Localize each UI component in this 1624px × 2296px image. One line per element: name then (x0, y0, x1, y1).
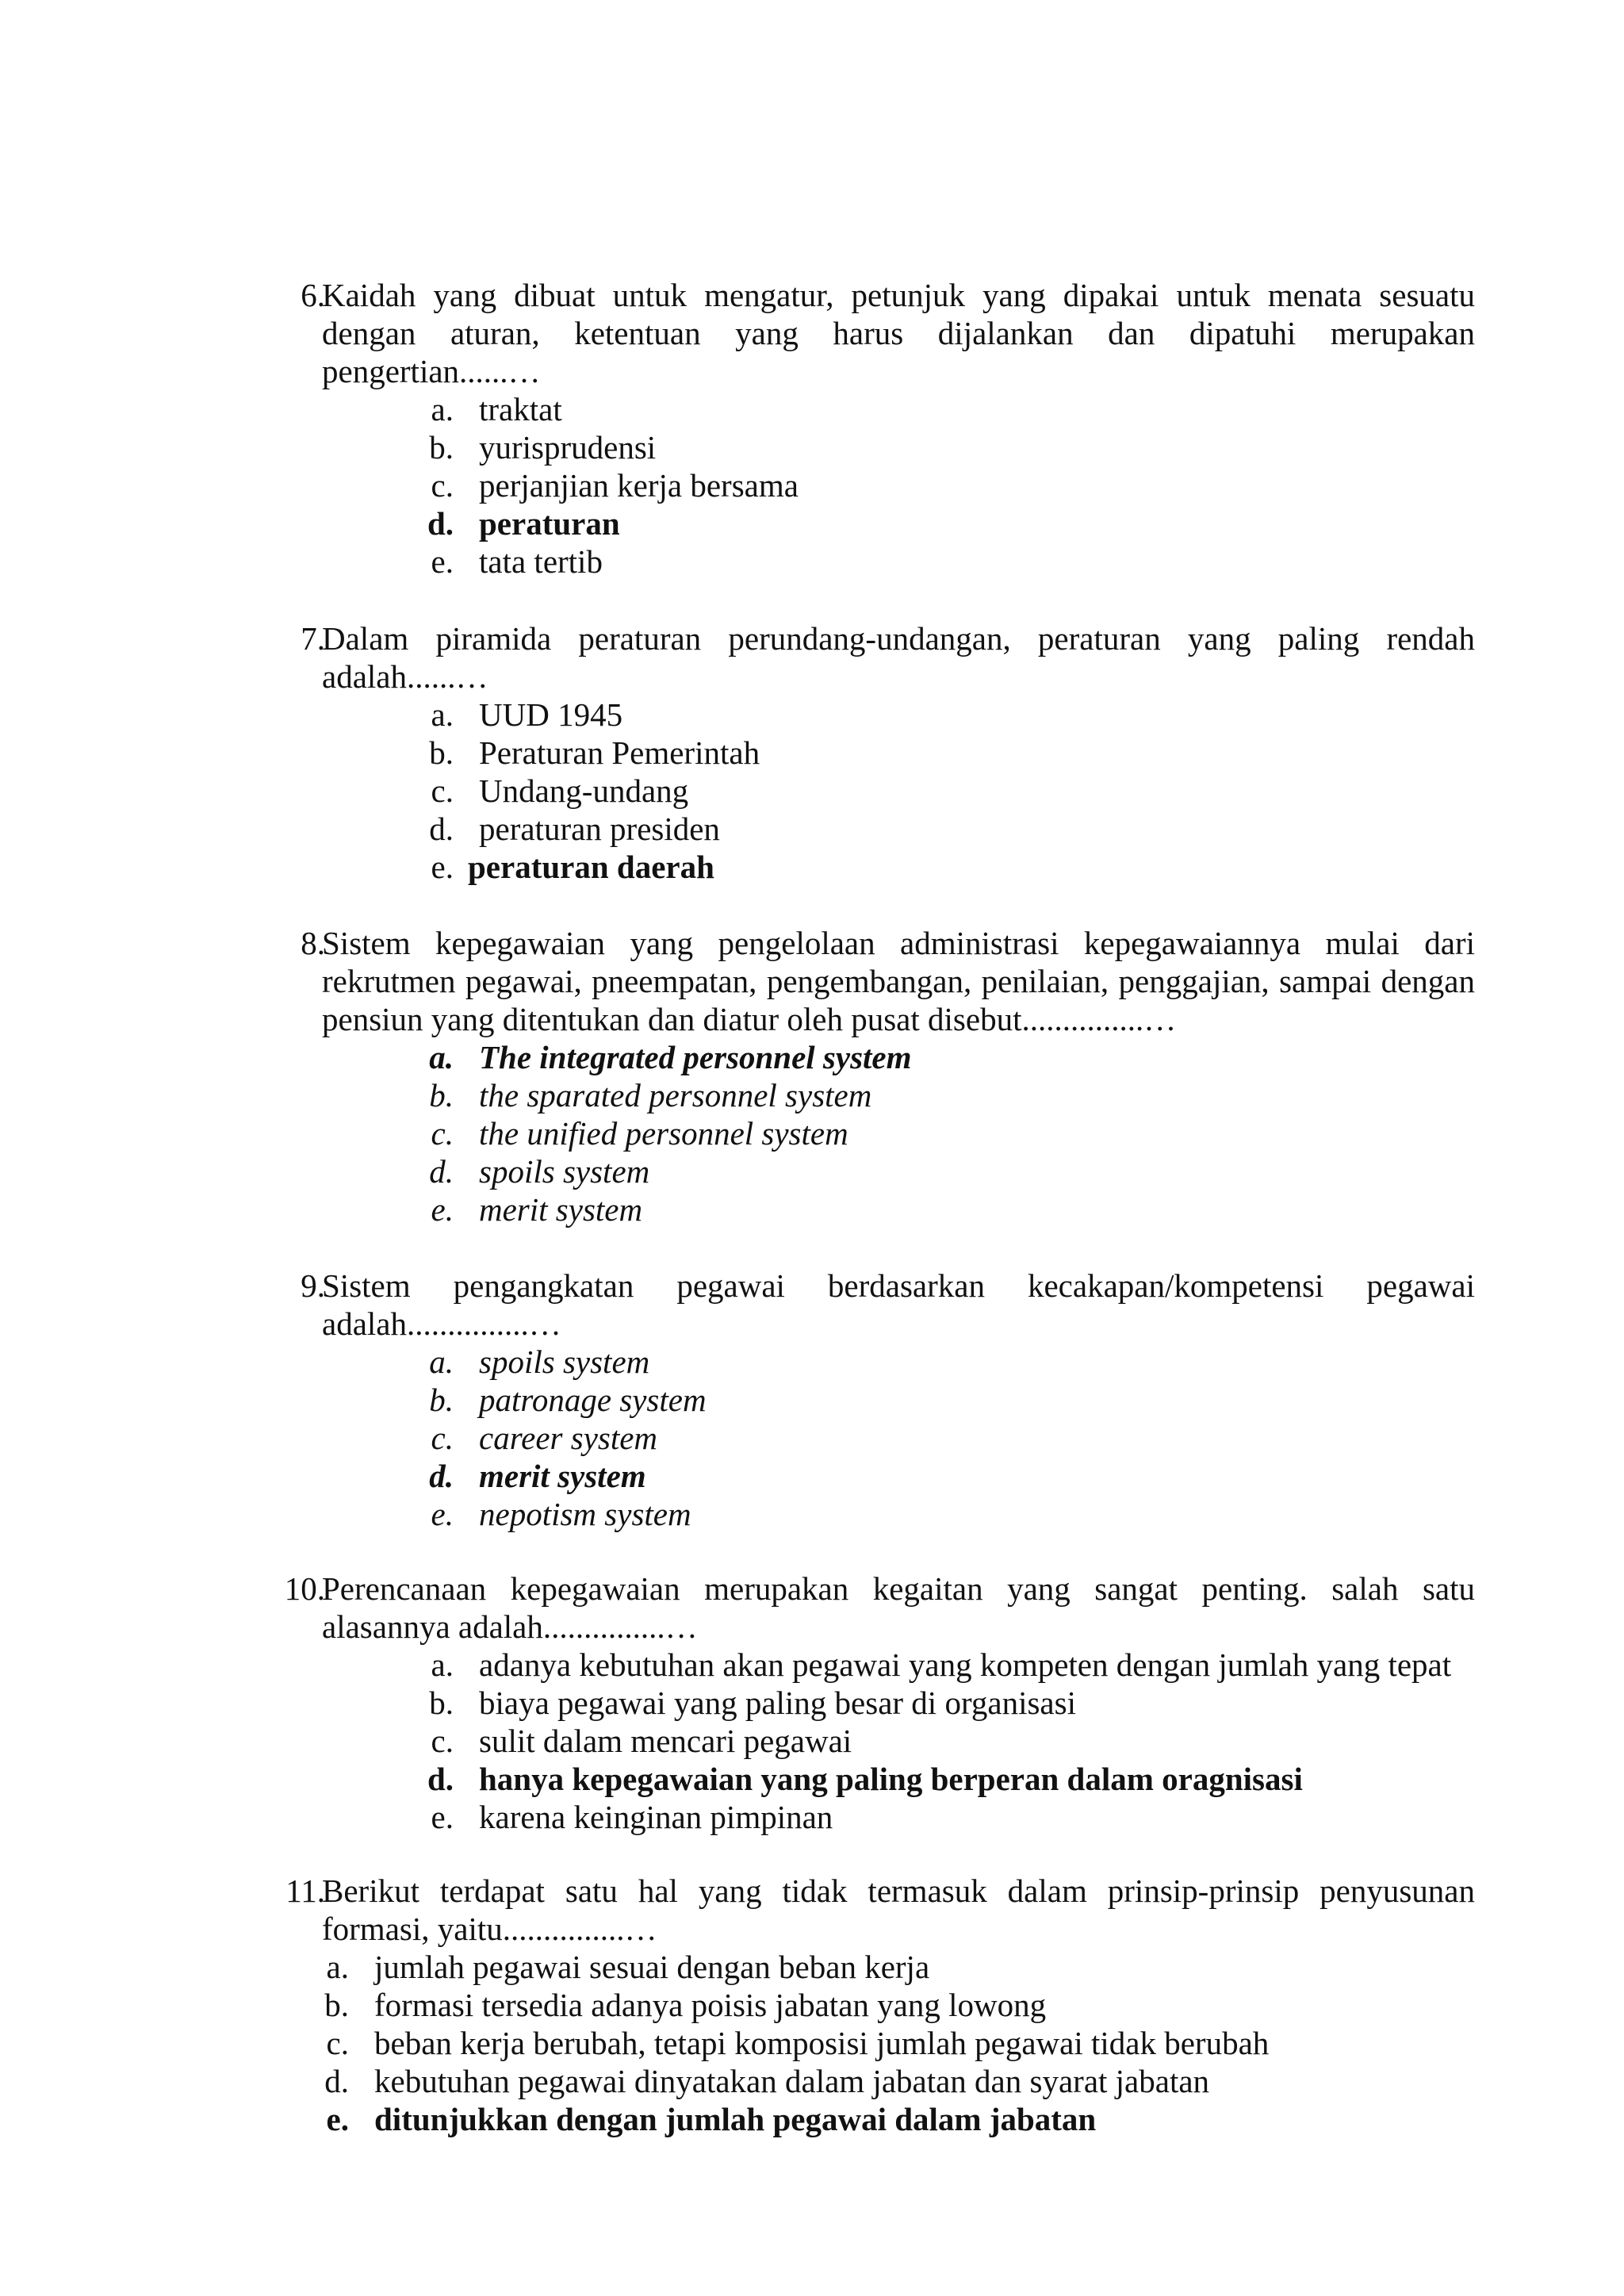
option-a (419, 390, 1475, 428)
option-text: the sparated personnel system (479, 1077, 872, 1114)
option-c (419, 772, 1475, 810)
question-number: 7. (301, 620, 325, 657)
option-letter: a. (326, 1949, 349, 1985)
option-letter: b. (429, 429, 454, 466)
option-d (419, 810, 1475, 848)
option-letter: e. (431, 849, 454, 885)
option-text: spoils system (479, 1153, 650, 1190)
option-text: the unified personnel system (479, 1115, 848, 1152)
option-d (419, 504, 1475, 542)
question-9 (270, 1267, 1475, 1533)
option-b (314, 1986, 1475, 2024)
option-list (419, 1343, 1475, 1533)
option-e (419, 1190, 1475, 1228)
option-d (419, 1457, 1475, 1495)
option-text: adanya kebutuhan akan pegawai yang kompeten dengan jumlah yang tepat (479, 1646, 1452, 1683)
option-c (419, 1114, 1475, 1152)
option-text: patronage system (479, 1382, 707, 1418)
option-letter: b. (324, 1987, 349, 2023)
option-text: beban kerja berubah, tetapi komposisi jumlah pegawai tidak berubah (374, 2025, 1270, 2061)
option-b (419, 734, 1475, 772)
option-letter: d. (429, 1458, 454, 1494)
option-letter: d. (427, 505, 454, 542)
option-b (419, 1684, 1475, 1722)
option-text: peraturan (479, 505, 620, 542)
option-b (419, 1381, 1475, 1419)
option-text: sulit dalam mencari pegawai (479, 1723, 852, 1759)
option-d (419, 1760, 1475, 1798)
option-letter: c. (431, 1420, 454, 1456)
option-letter: a. (431, 1646, 454, 1683)
question-text: Kaidah yang dibuat untuk mengatur, petunjuk yang dipakai untuk menata sesuatu dengan aturan, ketentuan yang harus dijalankan dan dipatuhi merupakan pengertian......… (322, 277, 1475, 389)
option-text: tata tertib (479, 543, 603, 580)
option-e (419, 542, 1475, 581)
option-list (419, 1646, 1475, 1836)
question-number: 9. (301, 1267, 325, 1304)
option-text: traktat (479, 391, 562, 427)
option-letter: d. (429, 1153, 454, 1190)
option-text: peraturan daerah (468, 849, 714, 885)
option-c (419, 466, 1475, 504)
option-list (314, 1948, 1475, 2138)
question-number: 8. (301, 925, 325, 961)
option-c (419, 1722, 1475, 1760)
option-text: ditunjukkan dengan jumlah pegawai dalam jabatan (374, 2101, 1097, 2137)
option-c (419, 1419, 1475, 1457)
question-text: Sistem pengangkatan pegawai berdasarkan kecakapan/kompetensi pegawai adalah...............… (322, 1267, 1475, 1342)
option-letter: e. (431, 1191, 454, 1228)
option-text: peraturan presiden (479, 811, 720, 847)
option-text: hanya kepegawaian yang paling berperan dalam oragnisasi (479, 1761, 1303, 1797)
option-letter: d. (427, 1761, 454, 1797)
option-letter: a. (429, 1343, 454, 1380)
question-10 (270, 1570, 1475, 1836)
option-letter: e. (431, 543, 454, 580)
option-text: biaya pegawai yang paling besar di organisasi (479, 1685, 1076, 1721)
option-text: kebutuhan pegawai dinyatakan dalam jabatan dan syarat jabatan (374, 2063, 1210, 2099)
question-text: Berikut terdapat satu hal yang tidak termasuk dalam prinsip-prinsip penyusunan formasi, yaitu...............… (322, 1872, 1475, 1947)
option-letter: c. (326, 2025, 349, 2061)
option-list (419, 696, 1475, 886)
option-letter: b. (429, 1077, 454, 1114)
option-letter: c. (431, 467, 454, 504)
option-a (419, 696, 1475, 734)
option-text: UUD 1945 (479, 696, 623, 733)
option-e (314, 2100, 1475, 2138)
option-e (419, 848, 1475, 886)
option-letter: d. (429, 811, 454, 847)
option-a (419, 1038, 1475, 1076)
option-letter: e. (326, 2101, 349, 2137)
option-letter: b. (429, 734, 454, 771)
option-letter: d. (324, 2063, 349, 2099)
option-a (419, 1646, 1475, 1684)
option-letter: e. (431, 1496, 454, 1532)
question-8 (270, 924, 1475, 1228)
question-text: Sistem kepegawaian yang pengelolaan administrasi kepegawaiannya mulai dari rekrutmen pegawai, pneempatan, pengembangan, penilaian, penggajian, sampai dengan pensiun yang ditentukan dan diatur oleh pusat disebut...............… (322, 925, 1475, 1037)
question-number: 10. (284, 1570, 325, 1607)
option-list (419, 1038, 1475, 1228)
option-letter: c. (431, 1723, 454, 1759)
option-text: nepotism system (479, 1496, 691, 1532)
option-text: karena keinginan pimpinan (479, 1799, 833, 1835)
option-letter: c. (431, 772, 454, 809)
option-e (419, 1798, 1475, 1836)
option-letter: a. (431, 391, 454, 427)
option-text: merit system (479, 1458, 646, 1494)
option-text: career system (479, 1420, 658, 1456)
question-text: Perencanaan kepegawaian merupakan kegaitan yang sangat penting. salah satu alasannya adalah...............… (322, 1570, 1475, 1645)
option-text: yurisprudensi (479, 429, 657, 466)
option-text: Undang-undang (479, 772, 689, 809)
option-d (314, 2062, 1475, 2100)
option-text: spoils system (479, 1343, 650, 1380)
option-text: Peraturan Pemerintah (479, 734, 760, 771)
option-letter: a. (429, 1039, 454, 1075)
option-c (314, 2024, 1475, 2062)
option-e (419, 1495, 1475, 1533)
option-text: The integrated personnel system (479, 1039, 912, 1075)
option-list (419, 390, 1475, 581)
option-a (419, 1343, 1475, 1381)
option-d (419, 1152, 1475, 1190)
option-text: merit system (479, 1191, 643, 1228)
option-a (314, 1948, 1475, 1986)
option-text: perjanjian kerja bersama (479, 467, 799, 504)
question-text: Dalam piramida peraturan perundang-undangan, peraturan yang paling rendah adalah......… (322, 620, 1475, 695)
option-letter: e. (431, 1799, 454, 1835)
option-letter: a. (431, 696, 454, 733)
question-number: 6. (301, 277, 325, 313)
question-11 (270, 1872, 1475, 2138)
option-letter: b. (429, 1685, 454, 1721)
option-text: jumlah pegawai sesuai dengan beban kerja (374, 1949, 930, 1985)
question-7 (270, 619, 1475, 886)
option-text: formasi tersedia adanya poisis jabatan yang lowong (374, 1987, 1047, 2023)
option-letter: b. (429, 1382, 454, 1418)
option-b (419, 1076, 1475, 1114)
option-b (419, 428, 1475, 466)
question-number: 11. (285, 1872, 325, 1909)
option-letter: c. (431, 1115, 454, 1152)
question-6 (270, 276, 1475, 581)
